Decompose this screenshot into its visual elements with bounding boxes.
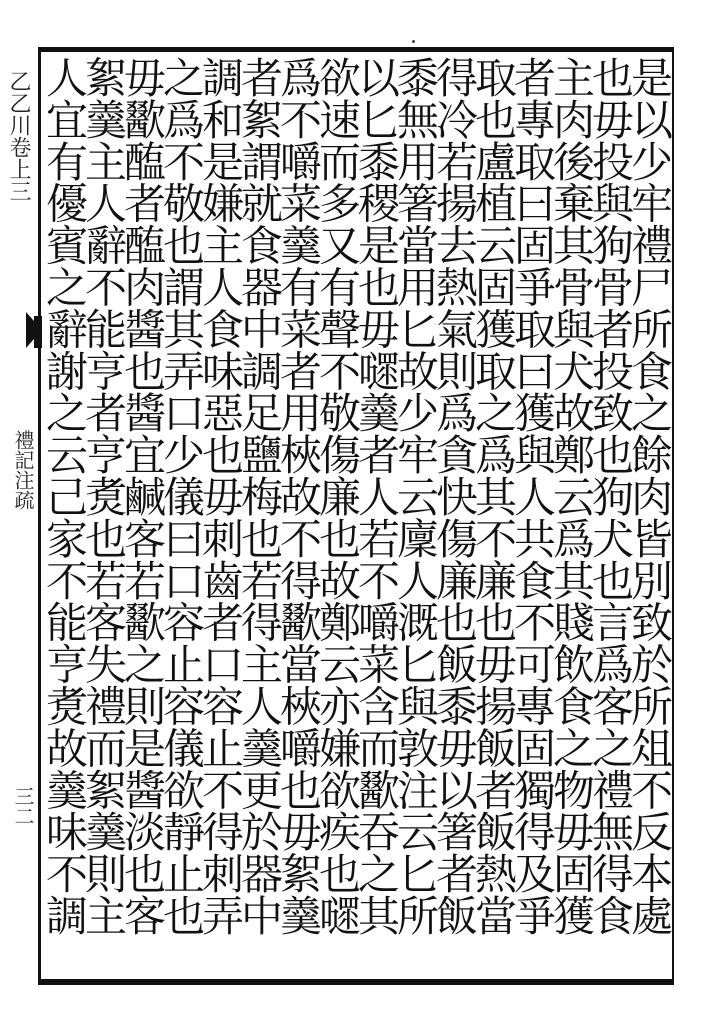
- text-column-8: 以匕黍稷是也毋嚃羹者人若不嚼菜含而歠吞之其: [352, 56, 401, 936]
- text-body: [40, 56, 676, 980]
- text-column-10: 爲不嚼菜羹有菜者用梜故不得歠當梜嚼也毋絮羹: [274, 56, 323, 936]
- text-column-5: 取也盧植云固獲取之爲其不廉也毋揚飯者飯熱當: [469, 56, 518, 936]
- book-title: 禮記注疏: [11, 430, 35, 510]
- text-column-6: 得冷若揚去熱氣則爲貪快傷廉也飯黍毋以箸者飯: [430, 56, 479, 936]
- text-column-9: 欲速而多又有聲不敬傷廉也故鄭云亦嫌欲疾也嚃: [313, 56, 362, 936]
- text-column-1: 是以少牢禮尸所食之餘肉皆別致於所俎不反本處: [625, 56, 674, 936]
- text-column-12: 調和是嫌主人食味惡也毋刺齒者口容止不得刺弄: [196, 56, 245, 936]
- text-column-15: 絮羹主人辭不能亨者亨煑也若客失禮而絮羹則主: [79, 56, 128, 936]
- text-column-16: 人宜有優賓之辭謝之云己家不能亨煑故羹味不調: [40, 56, 89, 936]
- text-column-3: 主肉後棄其骨與犬故鄭云爲其賤飲食之物毋固獲: [547, 56, 596, 936]
- left-margin: [0, 0, 40, 1024]
- text-column-4: 者專取曰固爭取曰獲與人共食不可專固獨得及爭: [508, 56, 557, 936]
- text-column-14: 毋歠醢者醢肉醬也醬宜鹹客若歠之則是醬淡也客: [118, 56, 167, 936]
- text-column-2: 也毋投與狗骨者投致也狗犬也言爲客之禮無得食: [586, 56, 635, 936]
- text-column-13: 之爲不敬也謂其弄口少儀曰口容止容儀欲靜止也: [157, 56, 206, 936]
- scan-dot: [412, 40, 415, 43]
- margin-volume-label: 乙乙川卷上三: [6, 70, 31, 202]
- page-number: 三二: [11, 786, 35, 826]
- text-column-7: 黍無用箸當用匕故少牢云廩人溉匕與敦注云匕所: [391, 56, 440, 936]
- text-column-11: 者絮謂就食器中調足鹽梅也若得主人羹更於器中: [235, 56, 284, 936]
